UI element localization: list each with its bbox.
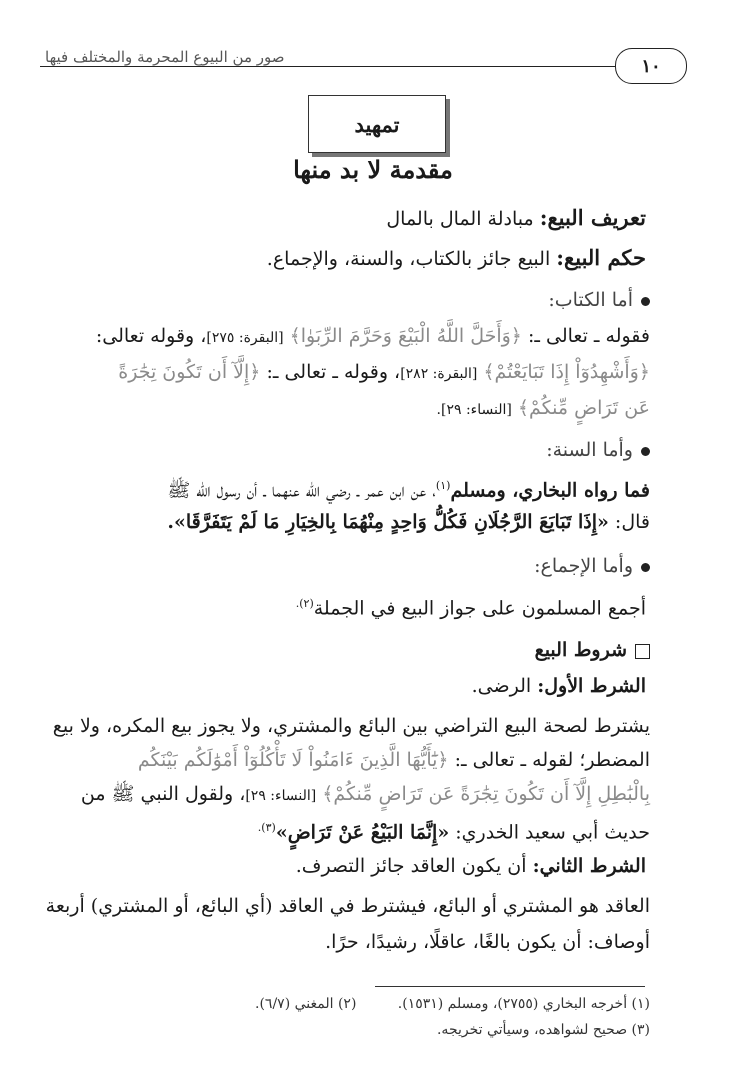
verse-3b: عَن تَرَاضٍ مِّنكُمْ﴾ [517, 397, 650, 419]
ref-3: [النساء: ٢٩]. [436, 402, 512, 418]
footnote-rule [375, 986, 645, 987]
verse-3a: ﴿إِلَّآ أَن تَكُونَ تِجَٰرَةً [118, 361, 261, 383]
verse-2: ﴿وَأَشْهِدُوٓاْ إِذَا تَبَايَعْتُمْ﴾ [483, 361, 650, 383]
condition-1-line: الشرط الأول: الرضى. [471, 675, 646, 697]
running-head: صور من البيوع المحرمة والمختلف فيها [45, 48, 285, 66]
bullet-icon [641, 447, 650, 456]
definition-line [386, 204, 646, 233]
ref-2: [البقرة: ٢٨٢] [400, 366, 478, 382]
footnote-1: (١) أخرجه البخاري (٢٧٥٥)، ومسلم (١٥٣١). [397, 996, 650, 1012]
conditions-heading: شروط البيع [535, 636, 650, 664]
kitab-line-1: فقوله ـ تعالى ـ: ﴿وَأَحَلَّ اللَّهُ الْبَيْعَ وَحَرَّمَ الرِّبَوٰا﴾ [البقرة: ٢٧٥]، وقوله تعالى: [95, 325, 650, 347]
ref-1: [البقرة: ٢٧٥] [206, 330, 284, 346]
section-subtitle: مقدمة لا بد منها [293, 155, 453, 184]
condition-1-p-line-2: المضطر؛ لقوله ـ تعالى ـ: ﴿يَٰٓأَيُّهَا الَّذِينَ ءَامَنُواْ لَا تَأْكُلُوٓاْ أَمْوَٰلَكُم بَيْنَكُم [137, 749, 650, 771]
condition-1-p-line-1: يشترط لصحة البيع التراضي بين البائع والمشتري، ولا يجوز بيع المكره، ولا بيع [52, 715, 650, 737]
definition-text: مبادلة المال بالمال [386, 208, 534, 230]
sunnah-line-1: فما رواه البخاري، ومسلم$^{(١)}$، عن ابن عمر ـ رضي الله عنهما ـ أن رسول الله ﷺ [167, 479, 650, 502]
ruling-line [267, 244, 646, 273]
condition-2-p-line-2: أوصاف: أن يكون بالغًا، عاقلًا، رشيدًا، حرًا. [325, 931, 650, 953]
footnote-2: (٢) المغني (٦/٧). [255, 996, 357, 1012]
sunnah-line-2: قال: «إِذَا تَبَايَعَ الرَّجُلَانِ فَكُلُّ وَاحِدٍ مِنْهُمَا بِالخِيَارِ مَا لَمْ يَتَفَرَّقَا». [167, 511, 650, 533]
condition-2-p-line-1: العاقد هو المشتري أو البائع، فيشترط في العاقد (أي البائع، أو المشتري) أربعة [45, 895, 650, 917]
ijma-text: أجمع المسلمون على جواز البيع في الجملة$^{(٢).}$ [295, 597, 646, 620]
kitab-line-2: ﴿وَأَشْهِدُوٓاْ إِذَا تَبَايَعْتُمْ﴾ [البقرة: ٢٨٢]، وقوله ـ تعالى ـ: ﴿إِلَّآ أَن تَكُونَ تِجَٰرَةً [118, 361, 650, 383]
hadith-1: «إِذَا تَبَايَعَ الرَّجُلَانِ فَكُلُّ وَاحِدٍ مِنْهُمَا بِالخِيَارِ مَا لَمْ يَتَفَرَّقَا». [167, 511, 609, 533]
ruling-text: البيع جائز بالكتاب، والسنة، والإجماع. [266, 248, 551, 270]
bullet-icon [641, 297, 650, 306]
page-number: ١٠ [615, 48, 687, 84]
condition-1-p-line-3: بِالْبَٰطِلِ إِلَّآ أَن تَكُونَ تِجَٰرَةً عَن تَرَاضٍ مِّنكُمْ﴾ [النساء: ٢٩]، ولقول النبي ﷺ من [80, 783, 650, 805]
bullet-icon [641, 563, 650, 572]
definition-term: تعريف البيع: [539, 205, 646, 230]
square-icon [635, 644, 650, 659]
verse-1: ﴿وَأَحَلَّ اللَّهُ الْبَيْعَ وَحَرَّمَ الرِّبَوٰا﴾ [289, 325, 522, 347]
section-title: تمهيد [354, 111, 400, 137]
footnote-3: (٣) صحيح لشواهده، وسيأتي تخريجه. [436, 1022, 650, 1038]
kitab-heading: أما الكتاب: [548, 286, 650, 314]
condition-1-p-line-4: حديث أبي سعيد الخدري: «إِنَّمَا البَيْعُ عَنْ تَرَاضٍ»$^{(٣).}$ [257, 821, 650, 844]
ijma-heading: وأما الإجماع: [534, 552, 650, 580]
sunnah-heading: وأما السنة: [546, 436, 650, 464]
condition-2-line: الشرط الثاني: أن يكون العاقد جائز التصرف. [295, 855, 646, 877]
kitab-line-3 [437, 394, 650, 424]
header-rule [40, 66, 615, 67]
ruling-term: حكم البيع: [556, 245, 646, 270]
section-title-box [308, 95, 446, 153]
